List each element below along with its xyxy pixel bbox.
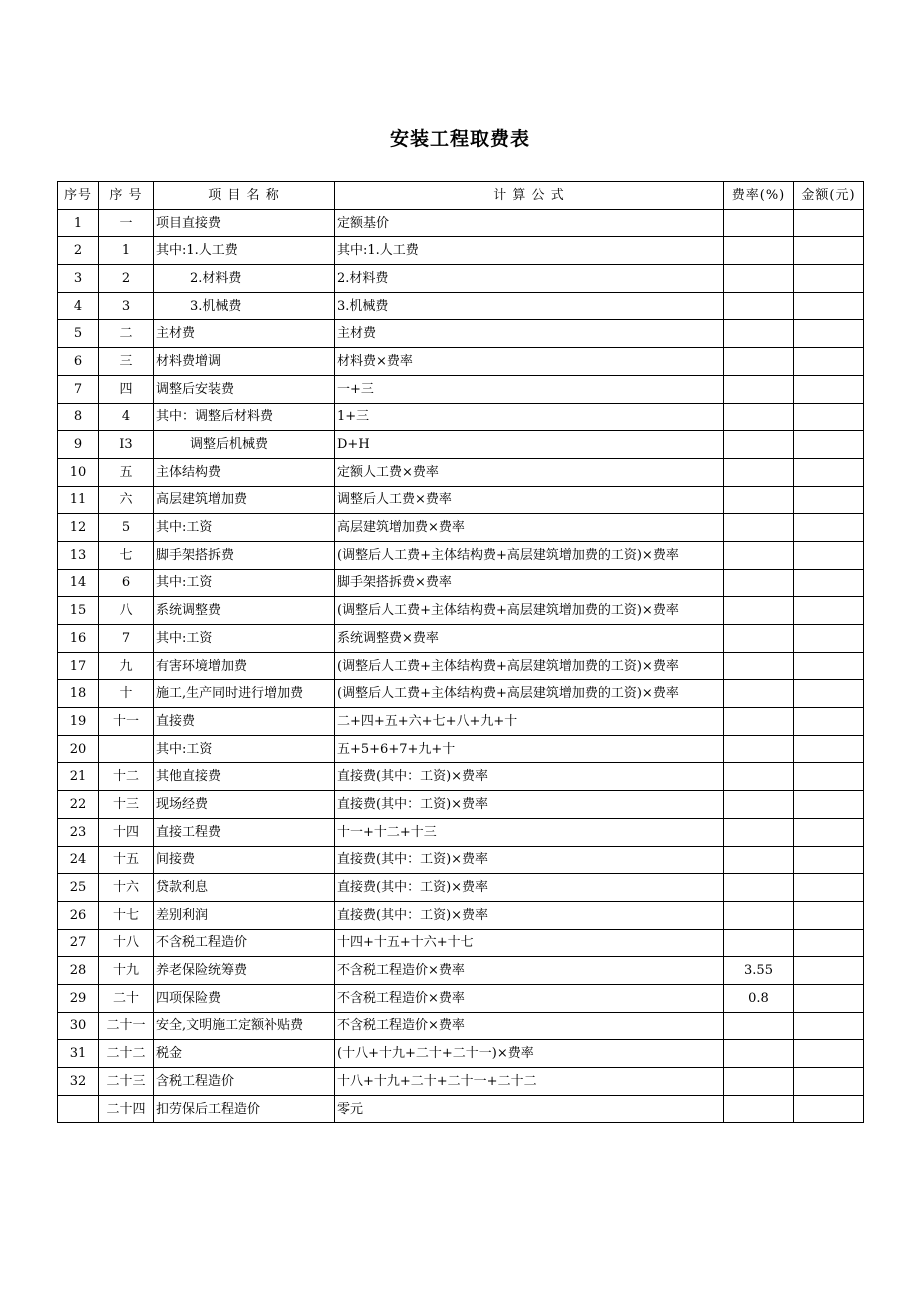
row-rate xyxy=(724,597,794,625)
header-no: 序号 xyxy=(58,182,99,210)
row-item-name: 间接费 xyxy=(154,846,335,874)
row-sequence: 十九 xyxy=(99,957,154,985)
row-item-name: 材料费增调 xyxy=(154,348,335,376)
row-sequence: 二十二 xyxy=(99,1040,154,1068)
row-item-name: 直接工程费 xyxy=(154,818,335,846)
row-number: 9 xyxy=(58,431,99,459)
row-rate xyxy=(724,791,794,819)
row-sequence: 二十三 xyxy=(99,1068,154,1096)
row-rate xyxy=(724,320,794,348)
row-formula: 材料费×费率 xyxy=(335,348,724,376)
table-row xyxy=(58,541,864,569)
row-formula: 直接费(其中：工资)×费率 xyxy=(335,901,724,929)
row-formula: 直接费(其中：工资)×费率 xyxy=(335,846,724,874)
row-number: 28 xyxy=(58,957,99,985)
row-item-name: 其中:工资 xyxy=(154,735,335,763)
row-amount xyxy=(794,957,864,985)
row-rate xyxy=(724,486,794,514)
row-amount xyxy=(794,984,864,1012)
row-formula: 直接费(其中：工资)×费率 xyxy=(335,763,724,791)
row-amount xyxy=(794,818,864,846)
table-row xyxy=(58,265,864,293)
row-item-name: 直接费 xyxy=(154,708,335,736)
row-rate xyxy=(724,292,794,320)
header-formula: 计 算 公 式 xyxy=(335,182,724,210)
row-item-name: 有害环境增加费 xyxy=(154,652,335,680)
row-formula: 二+四+五+六+七+八+九+十 xyxy=(335,708,724,736)
row-number: 13 xyxy=(58,541,99,569)
row-number: 3 xyxy=(58,265,99,293)
row-number: 29 xyxy=(58,984,99,1012)
row-sequence: 十四 xyxy=(99,818,154,846)
table-row xyxy=(58,791,864,819)
row-item-name: 其中：调整后材料费 xyxy=(154,403,335,431)
table-row xyxy=(58,874,864,902)
header-item-name: 项 目 名 称 xyxy=(154,182,335,210)
row-item-name: 其中:工资 xyxy=(154,514,335,542)
table-row xyxy=(58,569,864,597)
row-item-name: 养老保险统筹费 xyxy=(154,957,335,985)
row-amount xyxy=(794,735,864,763)
table-row xyxy=(58,735,864,763)
row-sequence: 十五 xyxy=(99,846,154,874)
row-amount xyxy=(794,1095,864,1123)
row-number: 17 xyxy=(58,652,99,680)
row-sequence: 二十四 xyxy=(99,1095,154,1123)
row-rate: 3.55 xyxy=(724,957,794,985)
table-row xyxy=(58,292,864,320)
row-rate xyxy=(724,514,794,542)
table-row xyxy=(58,652,864,680)
row-number: 10 xyxy=(58,458,99,486)
page-title: 安装工程取费表 xyxy=(389,128,530,150)
table-row xyxy=(58,486,864,514)
row-item-name: 差别利润 xyxy=(154,901,335,929)
table-row xyxy=(58,348,864,376)
table-row xyxy=(58,625,864,653)
row-item-name: 主体结构费 xyxy=(154,458,335,486)
row-item-name: 施工,生产同时进行增加费 xyxy=(154,680,335,708)
row-amount xyxy=(794,763,864,791)
row-formula: 调整后人工费×费率 xyxy=(335,486,724,514)
row-sequence: 二十一 xyxy=(99,1012,154,1040)
row-item-name: 系统调整费 xyxy=(154,597,335,625)
row-item-name: 安全,文明施工定额补贴费 xyxy=(154,1012,335,1040)
row-formula: 十八+十九+二十+二十一+二十二 xyxy=(335,1068,724,1096)
row-number: 27 xyxy=(58,929,99,957)
row-number: 8 xyxy=(58,403,99,431)
row-amount xyxy=(794,680,864,708)
row-formula: (调整后人工费+主体结构费+高层建筑增加费的工资)×费率 xyxy=(335,680,724,708)
row-number: 16 xyxy=(58,625,99,653)
table-row xyxy=(58,818,864,846)
table-row xyxy=(58,680,864,708)
row-item-name: 四项保险费 xyxy=(154,984,335,1012)
table-row xyxy=(58,846,864,874)
row-amount xyxy=(794,348,864,376)
row-formula: 一+三 xyxy=(335,375,724,403)
row-item-name: 脚手架搭拆费 xyxy=(154,541,335,569)
row-formula: (十八+十九+二十+二十一)×费率 xyxy=(335,1040,724,1068)
table-row xyxy=(58,458,864,486)
table-row xyxy=(58,901,864,929)
row-rate: 0.8 xyxy=(724,984,794,1012)
table-row xyxy=(58,1068,864,1096)
row-formula: 2.材料费 xyxy=(335,265,724,293)
row-rate xyxy=(724,431,794,459)
table-row xyxy=(58,1012,864,1040)
row-number: 22 xyxy=(58,791,99,819)
row-sequence: 四 xyxy=(99,375,154,403)
row-formula: 直接费(其中：工资)×费率 xyxy=(335,874,724,902)
row-formula: 不含税工程造价×费率 xyxy=(335,957,724,985)
row-amount xyxy=(794,486,864,514)
row-formula: 定额人工费×费率 xyxy=(335,458,724,486)
row-sequence: 一 xyxy=(99,209,154,237)
row-number: 14 xyxy=(58,569,99,597)
table-row xyxy=(58,708,864,736)
table-row xyxy=(58,403,864,431)
row-number: 5 xyxy=(58,320,99,348)
row-rate xyxy=(724,569,794,597)
row-formula: 不含税工程造价×费率 xyxy=(335,984,724,1012)
row-sequence: 5 xyxy=(99,514,154,542)
row-amount xyxy=(794,320,864,348)
row-sequence: 6 xyxy=(99,569,154,597)
row-item-name: 现场经费 xyxy=(154,791,335,819)
row-item-name: 含税工程造价 xyxy=(154,1068,335,1096)
row-number: 24 xyxy=(58,846,99,874)
row-rate xyxy=(724,458,794,486)
row-number: 11 xyxy=(58,486,99,514)
row-item-name: 其中:1.人工费 xyxy=(154,237,335,265)
row-sequence: 2 xyxy=(99,265,154,293)
table-row xyxy=(58,957,864,985)
row-rate xyxy=(724,375,794,403)
row-amount xyxy=(794,1040,864,1068)
row-formula: 五+5+6+7+九+十 xyxy=(335,735,724,763)
row-amount xyxy=(794,1012,864,1040)
row-item-name: 扣劳保后工程造价 xyxy=(154,1095,335,1123)
row-rate xyxy=(724,652,794,680)
table-row xyxy=(58,237,864,265)
row-rate xyxy=(724,901,794,929)
table-row xyxy=(58,375,864,403)
row-number: 7 xyxy=(58,375,99,403)
row-item-name: 其中:工资 xyxy=(154,569,335,597)
row-amount xyxy=(794,265,864,293)
row-rate xyxy=(724,874,794,902)
row-formula: 零元 xyxy=(335,1095,724,1123)
header-seq: 序 号 xyxy=(99,182,154,210)
header-rate: 费率(%) xyxy=(724,182,794,210)
row-rate xyxy=(724,541,794,569)
row-sequence: I3 xyxy=(99,431,154,459)
row-amount xyxy=(794,431,864,459)
row-sequence: 十七 xyxy=(99,901,154,929)
table-row xyxy=(58,763,864,791)
row-rate xyxy=(724,929,794,957)
row-amount xyxy=(794,292,864,320)
row-sequence: 7 xyxy=(99,625,154,653)
row-rate xyxy=(724,818,794,846)
table-row xyxy=(58,514,864,542)
row-number: 23 xyxy=(58,818,99,846)
table-row xyxy=(58,984,864,1012)
row-sequence: 1 xyxy=(99,237,154,265)
row-item-name: 调整后安装费 xyxy=(154,375,335,403)
row-formula: 直接费(其中：工资)×费率 xyxy=(335,791,724,819)
row-number: 19 xyxy=(58,708,99,736)
row-sequence: 十二 xyxy=(99,763,154,791)
row-amount xyxy=(794,569,864,597)
row-rate xyxy=(724,763,794,791)
row-number: 32 xyxy=(58,1068,99,1096)
row-rate xyxy=(724,625,794,653)
table-row xyxy=(58,1095,864,1123)
row-item-name: 主材费 xyxy=(154,320,335,348)
row-rate xyxy=(724,708,794,736)
row-formula: (调整后人工费+主体结构费+高层建筑增加费的工资)×费率 xyxy=(335,541,724,569)
row-sequence: 二十 xyxy=(99,984,154,1012)
table-row xyxy=(58,929,864,957)
row-amount xyxy=(794,403,864,431)
row-number: 15 xyxy=(58,597,99,625)
fee-table xyxy=(57,181,864,1123)
row-sequence: 十三 xyxy=(99,791,154,819)
table-row xyxy=(58,597,864,625)
row-rate xyxy=(724,265,794,293)
row-amount xyxy=(794,901,864,929)
row-number: 31 xyxy=(58,1040,99,1068)
row-item-name: 高层建筑增加费 xyxy=(154,486,335,514)
row-item-name: 其中:工资 xyxy=(154,625,335,653)
row-rate xyxy=(724,680,794,708)
table-header-row xyxy=(58,182,864,210)
row-sequence: 4 xyxy=(99,403,154,431)
row-amount xyxy=(794,541,864,569)
row-number: 25 xyxy=(58,874,99,902)
row-formula: 不含税工程造价×费率 xyxy=(335,1012,724,1040)
row-number: 26 xyxy=(58,901,99,929)
row-item-name: 其他直接费 xyxy=(154,763,335,791)
row-formula: 1+三 xyxy=(335,403,724,431)
row-sequence: 八 xyxy=(99,597,154,625)
row-formula: (调整后人工费+主体结构费+高层建筑增加费的工资)×费率 xyxy=(335,597,724,625)
row-rate xyxy=(724,1040,794,1068)
row-sequence: 三 xyxy=(99,348,154,376)
row-amount xyxy=(794,625,864,653)
row-formula: D+H xyxy=(335,431,724,459)
row-number: 18 xyxy=(58,680,99,708)
row-amount xyxy=(794,652,864,680)
row-amount xyxy=(794,209,864,237)
row-formula: 系统调整费×费率 xyxy=(335,625,724,653)
row-formula: 十一+十二+十三 xyxy=(335,818,724,846)
row-formula: 高层建筑增加费×费率 xyxy=(335,514,724,542)
row-formula: (调整后人工费+主体结构费+高层建筑增加费的工资)×费率 xyxy=(335,652,724,680)
row-amount xyxy=(794,1068,864,1096)
row-amount xyxy=(794,929,864,957)
table-row xyxy=(58,1040,864,1068)
row-sequence: 十一 xyxy=(99,708,154,736)
row-formula: 十四+十五+十六+十七 xyxy=(335,929,724,957)
row-item-name: 3.机械费 xyxy=(154,292,335,320)
row-number: 2 xyxy=(58,237,99,265)
row-amount xyxy=(794,708,864,736)
row-number: 20 xyxy=(58,735,99,763)
row-number: 30 xyxy=(58,1012,99,1040)
row-formula: 定额基价 xyxy=(335,209,724,237)
row-amount xyxy=(794,514,864,542)
row-number: 1 xyxy=(58,209,99,237)
row-item-name: 调整后机械费 xyxy=(154,431,335,459)
row-amount xyxy=(794,791,864,819)
row-rate xyxy=(724,348,794,376)
row-item-name: 项目直接费 xyxy=(154,209,335,237)
row-rate xyxy=(724,403,794,431)
row-rate xyxy=(724,209,794,237)
row-item-name: 不含税工程造价 xyxy=(154,929,335,957)
row-formula: 3.机械费 xyxy=(335,292,724,320)
row-rate xyxy=(724,237,794,265)
row-rate xyxy=(724,1095,794,1123)
row-number xyxy=(58,1095,99,1123)
row-item-name: 2.材料费 xyxy=(154,265,335,293)
row-formula: 主材费 xyxy=(335,320,724,348)
row-sequence: 六 xyxy=(99,486,154,514)
row-sequence: 十 xyxy=(99,680,154,708)
row-amount xyxy=(794,874,864,902)
row-rate xyxy=(724,1012,794,1040)
header-amount: 金额(元) xyxy=(794,182,864,210)
row-item-name: 贷款利息 xyxy=(154,874,335,902)
row-number: 4 xyxy=(58,292,99,320)
table-row xyxy=(58,209,864,237)
row-rate xyxy=(724,846,794,874)
row-amount xyxy=(794,846,864,874)
row-formula: 其中:1.人工费 xyxy=(335,237,724,265)
row-number: 12 xyxy=(58,514,99,542)
table-row xyxy=(58,431,864,459)
row-sequence: 五 xyxy=(99,458,154,486)
row-amount xyxy=(794,458,864,486)
row-item-name: 税金 xyxy=(154,1040,335,1068)
row-rate xyxy=(724,735,794,763)
row-formula: 脚手架搭拆费×费率 xyxy=(335,569,724,597)
row-number: 6 xyxy=(58,348,99,376)
row-sequence: 九 xyxy=(99,652,154,680)
row-sequence: 七 xyxy=(99,541,154,569)
row-sequence: 3 xyxy=(99,292,154,320)
row-amount xyxy=(794,375,864,403)
row-number: 21 xyxy=(58,763,99,791)
row-sequence: 十六 xyxy=(99,874,154,902)
row-sequence xyxy=(99,735,154,763)
row-amount xyxy=(794,237,864,265)
row-rate xyxy=(724,1068,794,1096)
row-sequence: 十八 xyxy=(99,929,154,957)
row-sequence: 二 xyxy=(99,320,154,348)
table-row xyxy=(58,320,864,348)
row-amount xyxy=(794,597,864,625)
